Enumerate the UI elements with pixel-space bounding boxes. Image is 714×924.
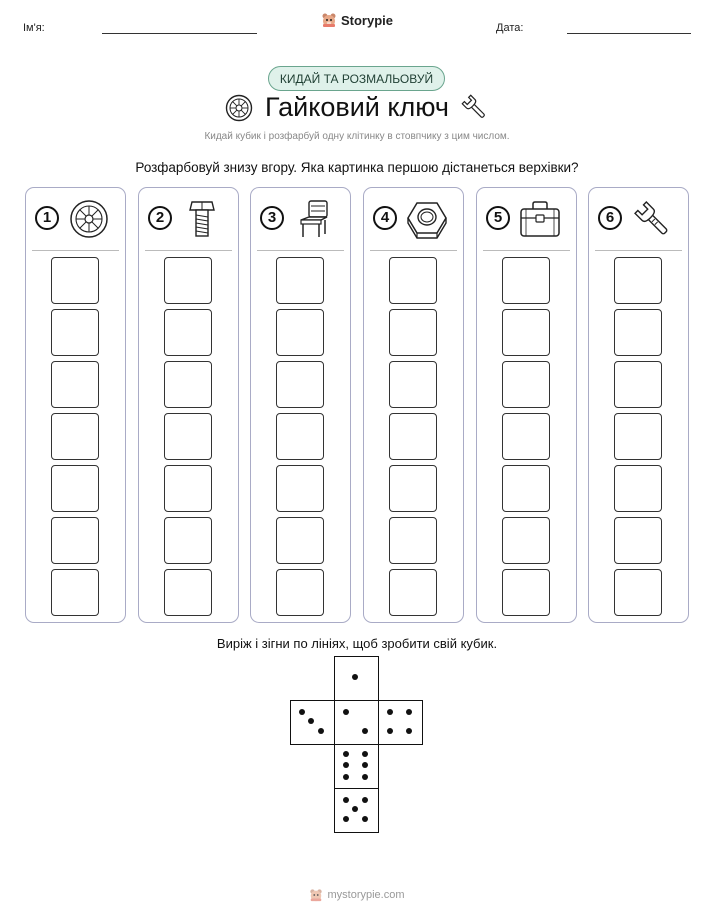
column-3 (250, 187, 351, 623)
color-cell[interactable] (502, 257, 550, 304)
color-cell[interactable] (276, 309, 324, 356)
color-cell[interactable] (389, 465, 437, 512)
die-pip (362, 762, 368, 768)
column-divider (32, 250, 119, 251)
column-header (251, 188, 350, 250)
color-cell[interactable] (389, 361, 437, 408)
color-cell[interactable] (51, 465, 99, 512)
color-cell[interactable] (51, 257, 99, 304)
brand (0, 12, 714, 28)
column-6 (588, 187, 689, 623)
die-pip (308, 718, 314, 724)
nut-icon (404, 198, 450, 240)
color-cell[interactable] (276, 361, 324, 408)
color-cell[interactable] (614, 517, 662, 564)
page-title: Гайковий ключ (265, 92, 449, 122)
die-pip (387, 709, 393, 715)
color-cell[interactable] (164, 309, 212, 356)
color-cell[interactable] (276, 257, 324, 304)
die-pip (352, 806, 358, 812)
wheel-icon (66, 198, 112, 240)
date-label: Дата: (496, 22, 524, 34)
bear-logo-icon (309, 888, 323, 902)
column-4 (363, 187, 464, 623)
column-1 (25, 187, 126, 623)
color-cell[interactable] (51, 413, 99, 460)
color-cell[interactable] (614, 569, 662, 616)
name-label: Ім'я: (23, 22, 45, 34)
die-pip (343, 709, 349, 715)
footer-url: mystorypie.com (327, 889, 405, 901)
die-pip (343, 816, 349, 822)
column-header (139, 188, 238, 250)
column-2 (138, 187, 239, 623)
column-divider (370, 250, 457, 251)
footer (0, 888, 714, 902)
die-pip (318, 728, 324, 734)
bear-logo-icon (321, 12, 337, 28)
column-divider (257, 250, 344, 251)
die-pip (352, 674, 358, 680)
column-divider (145, 250, 232, 251)
color-cell[interactable] (164, 413, 212, 460)
die-face-5 (334, 788, 379, 833)
column-5 (476, 187, 577, 623)
column-number: 5 (486, 206, 510, 230)
date-line (567, 33, 691, 34)
column-header (477, 188, 576, 250)
color-cell[interactable] (614, 309, 662, 356)
die-pip (343, 751, 349, 757)
column-header (589, 188, 688, 250)
die-pip (362, 751, 368, 757)
die-face-2 (334, 700, 379, 745)
color-cell[interactable] (276, 413, 324, 460)
column-header (26, 188, 125, 250)
color-cell[interactable] (276, 569, 324, 616)
column-number: 3 (260, 206, 284, 230)
chair-icon (291, 198, 337, 240)
color-cell[interactable] (614, 465, 662, 512)
column-number: 6 (598, 206, 622, 230)
column-header (364, 188, 463, 250)
color-cell[interactable] (502, 361, 550, 408)
color-cell[interactable] (164, 517, 212, 564)
column-divider (595, 250, 682, 251)
die-pip (387, 728, 393, 734)
color-cell[interactable] (614, 361, 662, 408)
die-pip (362, 797, 368, 803)
cut-instruction: Виріж і зігни по лініях, щоб зробити свій кубик. (216, 636, 498, 651)
die-pip (343, 797, 349, 803)
wrench-icon (629, 198, 675, 240)
toolbox-icon (517, 198, 563, 240)
die-face-3 (290, 700, 335, 745)
die-pip (406, 728, 412, 734)
column-divider (483, 250, 570, 251)
color-cell[interactable] (389, 413, 437, 460)
color-cell[interactable] (389, 569, 437, 616)
column-number: 2 (148, 206, 172, 230)
color-cell[interactable] (51, 517, 99, 564)
color-cell[interactable] (502, 465, 550, 512)
die-face-4 (378, 700, 423, 745)
color-cell[interactable] (389, 257, 437, 304)
color-cell[interactable] (502, 517, 550, 564)
color-cell[interactable] (51, 569, 99, 616)
die-pip (362, 816, 368, 822)
die-pip (362, 774, 368, 780)
die-pip (343, 762, 349, 768)
die-pip (406, 709, 412, 715)
color-cell[interactable] (614, 413, 662, 460)
color-cell[interactable] (164, 569, 212, 616)
column-number: 1 (35, 206, 59, 230)
color-cell[interactable] (502, 413, 550, 460)
color-cell[interactable] (51, 309, 99, 356)
color-cell[interactable] (164, 361, 212, 408)
color-cell[interactable] (502, 309, 550, 356)
die-pip (343, 774, 349, 780)
column-number: 4 (373, 206, 397, 230)
color-cell[interactable] (276, 517, 324, 564)
die-pip (299, 709, 305, 715)
color-cell[interactable] (502, 569, 550, 616)
color-cell[interactable] (614, 257, 662, 304)
die-face-6 (334, 744, 379, 789)
color-cell[interactable] (51, 361, 99, 408)
color-cell[interactable] (389, 309, 437, 356)
color-cell[interactable] (164, 465, 212, 512)
die-pip (362, 728, 368, 734)
bolt-icon (179, 198, 225, 240)
color-cell[interactable] (164, 257, 212, 304)
subtitle: Кидай кубик і розфарбуй одну клітинку в стовпчику з цим числом. (204, 131, 510, 142)
wrench-title-icon (460, 93, 490, 123)
activity-badge: КИДАЙ ТА РОЗМАЛЬОВУЙ (268, 66, 445, 91)
color-cell[interactable] (389, 517, 437, 564)
color-cell[interactable] (276, 465, 324, 512)
instruction: Розфарбовуй знизу вгору. Яка картинка першою дістанеться верхівки? (135, 160, 579, 175)
brand-name: Storypie (340, 12, 393, 28)
die-face-1 (334, 656, 379, 701)
name-line (102, 33, 257, 34)
